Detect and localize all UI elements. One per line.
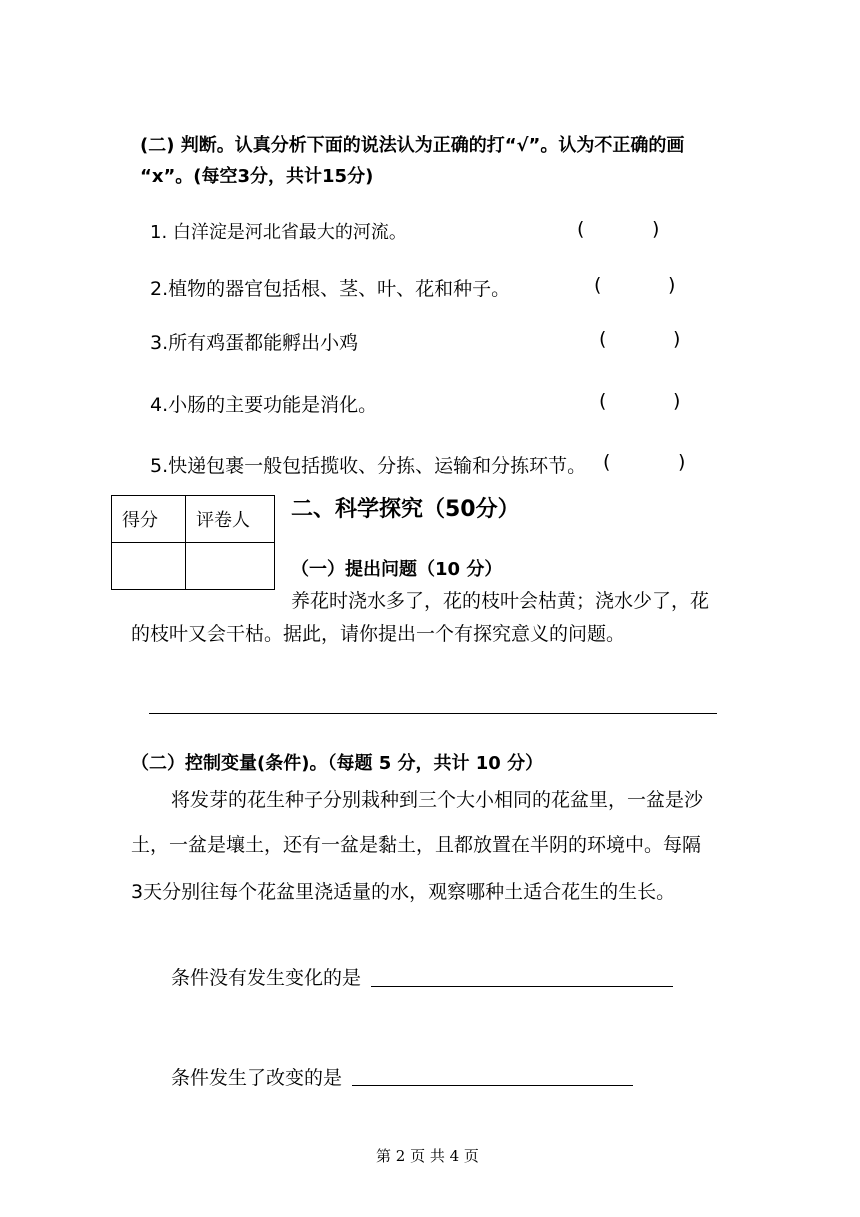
answer-paren-open-4[interactable]: (: [599, 390, 607, 412]
score-table: [111, 495, 275, 590]
section-title: 二、科学探究（50分）: [291, 497, 520, 522]
part1-title: （一）提出问题（10 分）: [291, 559, 503, 580]
judgement-heading-line1: (二) 判断。认真分析下面的说法认为正确的打“√”。认为不正确的画: [140, 135, 685, 156]
unchanged-condition-answer-line[interactable]: [371, 986, 673, 987]
judgement-item-2: 2.植物的器官包括根、茎、叶、花和种子。: [150, 278, 511, 300]
answer-paren-open-3[interactable]: (: [599, 328, 607, 350]
grader-cell[interactable]: [186, 543, 275, 590]
part2-paragraph-line1: 将发芽的花生种子分别栽种到三个大小相同的花盆里，一盆是沙: [171, 789, 704, 811]
judgement-item-5: 5.快递包裹一般包括揽收、分拣、运输和分拣环节。: [150, 455, 587, 477]
judgement-item-3: 3.所有鸡蛋都能孵出小鸡: [150, 332, 359, 354]
part2-paragraph-line3: 3天分别往每个花盆里浇适量的水，观察哪种土适合花生的生长。: [131, 881, 676, 903]
grader-header: 评卷人: [186, 496, 275, 543]
part1-paragraph-line1: 养花时浇水多了，花的枝叶会枯黄；浇水少了，花: [291, 590, 710, 612]
answer-paren-close-5: ): [678, 451, 686, 473]
answer-paren-open-5[interactable]: (: [603, 451, 611, 473]
page-number: 第 2 页 共 4 页: [376, 1147, 479, 1165]
part1-paragraph-line2: 的枝叶又会干枯。据此，请你提出一个有探究意义的问题。: [131, 623, 626, 645]
answer-paren-open-1[interactable]: (: [577, 218, 585, 240]
score-cell[interactable]: [112, 543, 186, 590]
answer-paren-close-4: ): [673, 390, 681, 412]
judgement-item-1: 1. 白洋淀是河北省最大的河流。: [150, 222, 407, 243]
question-unchanged-condition: 条件没有发生变化的是: [171, 967, 362, 989]
answer-paren-open-2[interactable]: (: [594, 274, 602, 296]
question-changed-condition: 条件发生了改变的是: [171, 1067, 343, 1089]
score-header: 得分: [112, 496, 186, 543]
part2-title: （二）控制变量(条件)。（每题 5 分，共计 10 分）: [131, 753, 544, 774]
judgement-heading-line2: “x”。(每空3分，共计15分): [140, 166, 374, 187]
changed-condition-answer-line[interactable]: [352, 1085, 633, 1086]
answer-paren-close-1: ): [652, 218, 660, 240]
judgement-item-4: 4.小肠的主要功能是消化。: [150, 394, 378, 416]
answer-paren-close-2: ): [668, 274, 676, 296]
answer-paren-close-3: ): [673, 328, 681, 350]
part1-answer-line[interactable]: [149, 713, 717, 714]
part2-paragraph-line2: 土，一盆是壤土，还有一盆是黏土，且都放置在半阴的环境中。每隔: [131, 834, 702, 856]
